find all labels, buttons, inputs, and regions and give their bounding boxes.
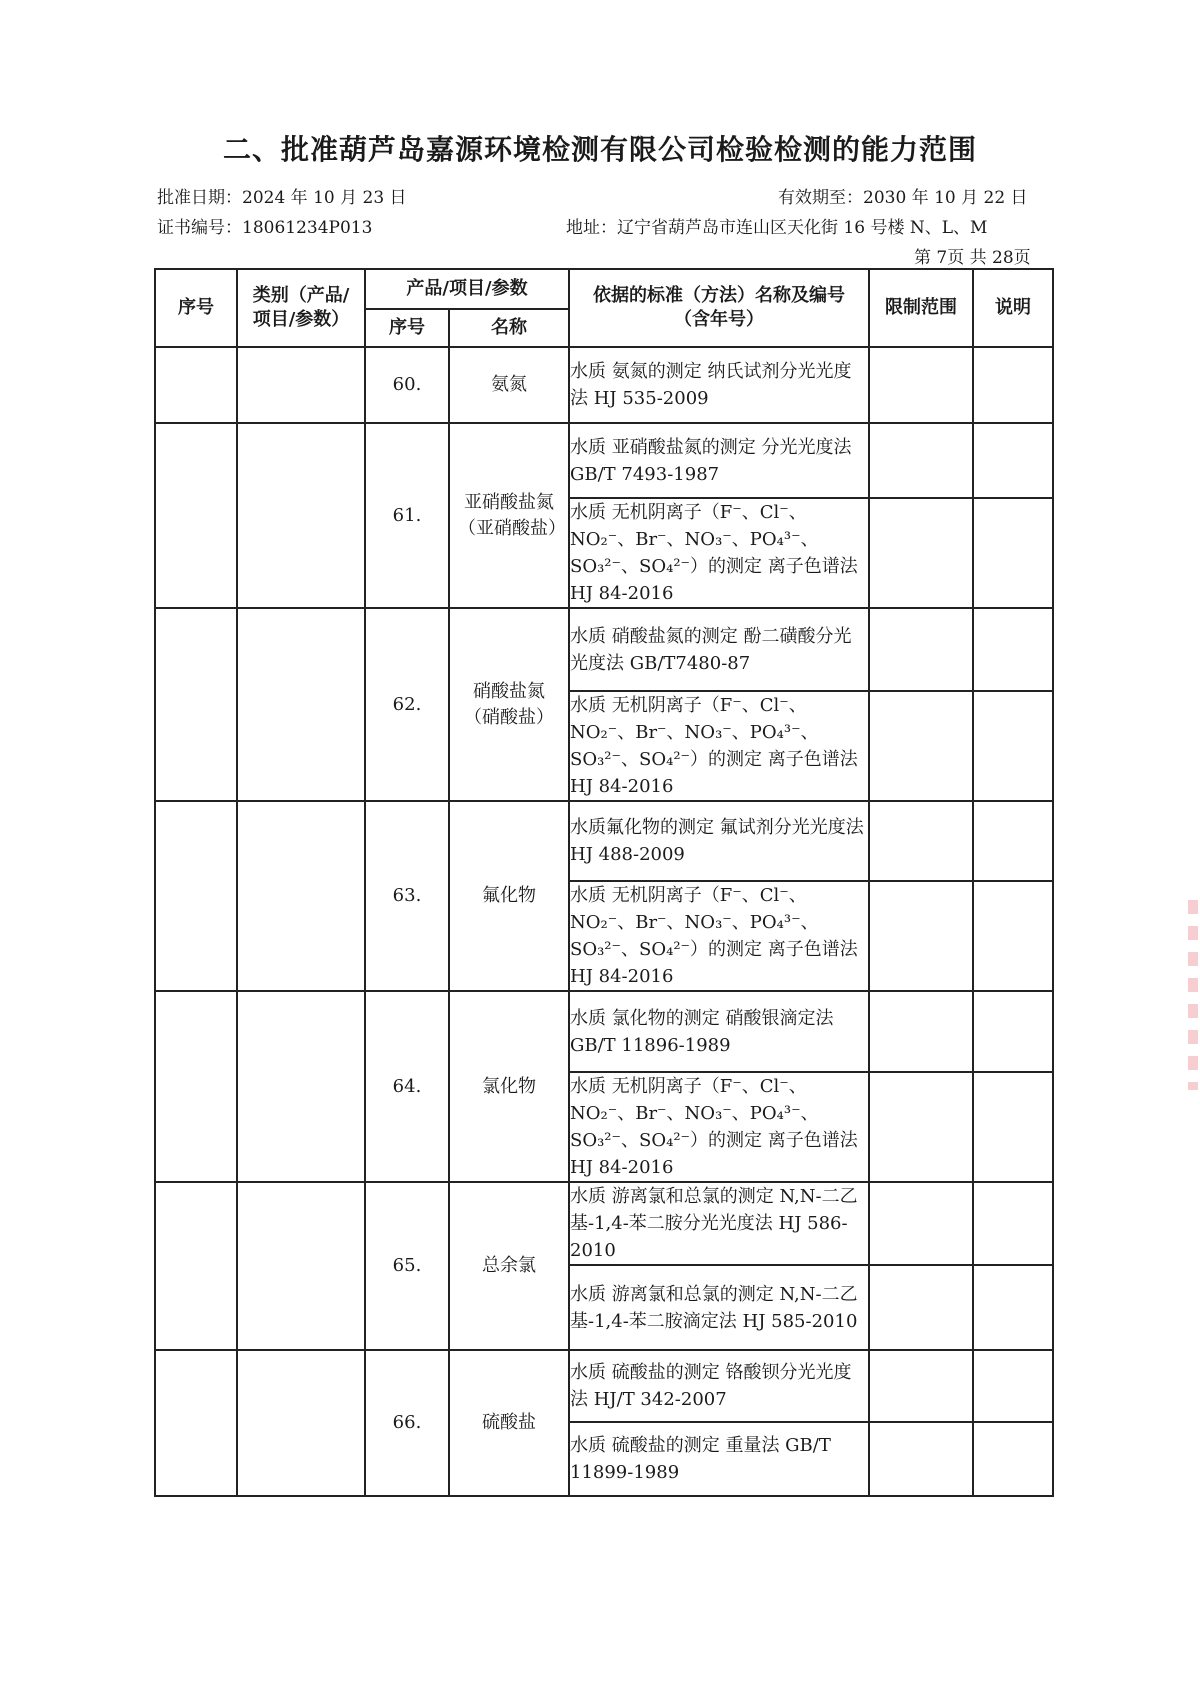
page-number: 第 7页 共 28页 <box>914 248 1031 268</box>
limit-cell <box>869 991 973 1072</box>
table-row <box>155 1182 1053 1265</box>
standard-cell: 水质 无机阴离子（F⁻、Cl⁻、NO₂⁻、Br⁻、NO₃⁻、PO₄³⁻、SO₃²⁻、SO₄²⁻）的测定 离子色谱法 HJ 84-2016 <box>569 498 869 608</box>
cell-category <box>237 1350 365 1496</box>
limit-cell <box>869 423 973 498</box>
standard-cell: 水质 无机阴离子（F⁻、Cl⁻、NO₂⁻、Br⁻、NO₃⁻、PO₄³⁻、SO₃²⁻、SO₄²⁻）的测定 离子色谱法 HJ 84-2016 <box>569 691 869 801</box>
limit-cell <box>869 881 973 991</box>
table-row <box>155 608 1053 691</box>
header-standard: 依据的标准（方法）名称及编号（含年号） <box>569 269 869 347</box>
cell-seq <box>155 1182 237 1350</box>
note-cell <box>973 991 1053 1072</box>
valid-until: 有效期至：2030 年 10 月 22 日 <box>778 188 1028 208</box>
note-cell <box>973 423 1053 498</box>
cell-seq <box>155 991 237 1182</box>
note-cell <box>973 801 1053 881</box>
item-name: 硫酸盐 <box>449 1350 569 1496</box>
note-cell <box>973 1072 1053 1182</box>
note-cell <box>973 1182 1053 1265</box>
limit-cell <box>869 801 973 881</box>
standard-cell: 水质 氨氮的测定 纳氏试剂分光光度法 HJ 535-2009 <box>569 347 869 423</box>
limit-cell <box>869 1350 973 1422</box>
standard-cell: 水质 游离氯和总氯的测定 N,N-二乙基-1,4-苯二胺分光光度法 HJ 586-2010 <box>569 1182 869 1265</box>
header-category: 类别（产品/项目/参数） <box>237 269 365 347</box>
address: 地址：辽宁省葫芦岛市连山区天化街 16 号楼 N、L、M <box>566 218 988 238</box>
capability-table <box>154 268 1054 1497</box>
limit-cell <box>869 608 973 691</box>
page-title: 二、批准葫芦岛嘉源环境检测有限公司检验检测的能力范围 <box>222 133 977 166</box>
header-note: 说明 <box>973 269 1053 347</box>
note-cell <box>973 1350 1053 1422</box>
header-product-group: 产品/项目/参数 <box>365 269 569 309</box>
item-number: 64. <box>365 991 449 1182</box>
cell-category <box>237 1182 365 1350</box>
approval-date: 批准日期：2024 年 10 月 23 日 <box>157 188 407 208</box>
header-seq: 序号 <box>155 269 237 347</box>
limit-cell <box>869 1422 973 1496</box>
note-cell <box>973 691 1053 801</box>
cell-seq <box>155 801 237 991</box>
note-cell <box>973 608 1053 691</box>
item-name: 氨氮 <box>449 347 569 423</box>
standard-cell: 水质 游离氯和总氯的测定 N,N-二乙基-1,4-苯二胺滴定法 HJ 585-2010 <box>569 1265 869 1350</box>
cell-category <box>237 423 365 608</box>
certificate-number: 证书编号：18061234P013 <box>157 218 373 238</box>
cell-category <box>237 991 365 1182</box>
standard-cell: 水质 亚硝酸盐氮的测定 分光光度法 GB/T 7493-1987 <box>569 423 869 498</box>
note-cell <box>973 498 1053 608</box>
note-cell <box>973 1265 1053 1350</box>
limit-cell <box>869 347 973 423</box>
cell-seq <box>155 423 237 608</box>
item-name: 总余氯 <box>449 1182 569 1350</box>
item-number: 63. <box>365 801 449 991</box>
standard-cell: 水质 无机阴离子（F⁻、Cl⁻、NO₂⁻、Br⁻、NO₃⁻、PO₄³⁻、SO₃²⁻、SO₄²⁻）的测定 离子色谱法 HJ 84-2016 <box>569 1072 869 1182</box>
item-number: 61. <box>365 423 449 608</box>
table-row <box>155 347 1053 423</box>
standard-cell: 水质 硫酸盐的测定 重量法 GB/T 11899-1989 <box>569 1422 869 1496</box>
note-cell <box>973 347 1053 423</box>
header-sub-name: 名称 <box>449 309 569 347</box>
item-name: 硝酸盐氮（硝酸盐） <box>449 608 569 801</box>
cell-category <box>237 608 365 801</box>
item-name: 亚硝酸盐氮（亚硝酸盐） <box>449 423 569 608</box>
item-number: 62. <box>365 608 449 801</box>
item-number: 66. <box>365 1350 449 1496</box>
cell-seq <box>155 608 237 801</box>
standard-cell: 水质 硝酸盐氮的测定 酚二磺酸分光光度法 GB/T7480-87 <box>569 608 869 691</box>
standard-cell: 水质 无机阴离子（F⁻、Cl⁻、NO₂⁻、Br⁻、NO₃⁻、PO₄³⁻、SO₃²⁻、SO₄²⁻）的测定 离子色谱法 HJ 84-2016 <box>569 881 869 991</box>
limit-cell <box>869 1072 973 1182</box>
standard-cell: 水质 氯化物的测定 硝酸银滴定法 GB/T 11896-1989 <box>569 991 869 1072</box>
table-row <box>155 423 1053 498</box>
limit-cell <box>869 691 973 801</box>
standard-cell: 水质 硫酸盐的测定 铬酸钡分光光度法 HJ/T 342-2007 <box>569 1350 869 1422</box>
header-sub-seq: 序号 <box>365 309 449 347</box>
cell-seq <box>155 1350 237 1496</box>
seal-stamp-edge <box>1188 900 1198 1090</box>
limit-cell <box>869 1265 973 1350</box>
cell-category <box>237 347 365 423</box>
standard-cell: 水质氟化物的测定 氟试剂分光光度法 HJ 488-2009 <box>569 801 869 881</box>
limit-cell <box>869 1182 973 1265</box>
item-number: 65. <box>365 1182 449 1350</box>
table-row <box>155 1350 1053 1422</box>
table-row <box>155 991 1053 1072</box>
cell-category <box>237 801 365 991</box>
note-cell <box>973 1422 1053 1496</box>
table-row <box>155 801 1053 881</box>
item-number: 60. <box>365 347 449 423</box>
item-name: 氯化物 <box>449 991 569 1182</box>
item-name: 氟化物 <box>449 801 569 991</box>
note-cell <box>973 881 1053 991</box>
limit-cell <box>869 498 973 608</box>
cell-seq <box>155 347 237 423</box>
header-limit: 限制范围 <box>869 269 973 347</box>
